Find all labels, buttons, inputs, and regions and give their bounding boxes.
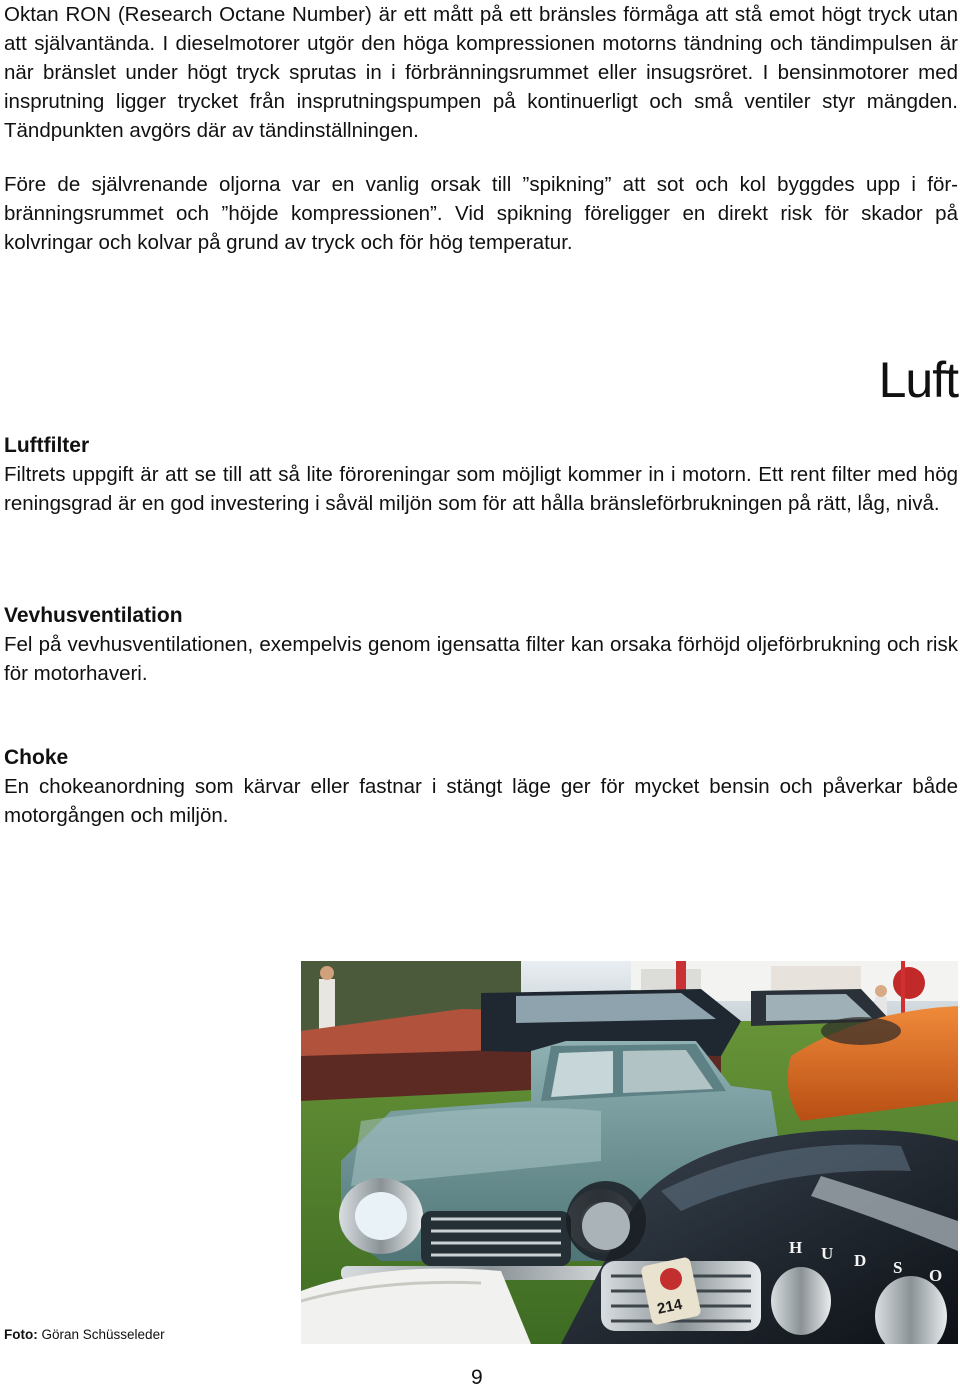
classic-car-show-photo bbox=[301, 961, 958, 1344]
heading-choke: Choke bbox=[4, 746, 69, 769]
heading-vevhusventilation: Vevhusventilation bbox=[4, 604, 183, 627]
hood-letter: D bbox=[854, 1251, 867, 1270]
section-title: Luft bbox=[878, 352, 958, 408]
hood-letter: O bbox=[929, 1266, 943, 1285]
rally-plate-number: 214 bbox=[655, 1295, 684, 1318]
photo-caption bbox=[4, 1327, 165, 1342]
photographer-name: Göran Schüsseleder bbox=[41, 1327, 165, 1342]
intro-paragraph-knocking: Före de självrenande oljorna var en vanlig orsak till ”spikning” att sot och kol byggdes upp i förbränningsrummet och ”höjde kompressionen”. Vid spikning föreligger en direkt risk för skador på kolvringar och kolvar på grund av tryck och för hög temperatur. bbox=[4, 173, 958, 254]
intro-paragraph-octane: Oktan RON (Research Octane Number) är ett mått på ett bränsles förmåga att stå emot högt tryck utan att självantända. I dieselmotorer utgör den höga kompressionen motorns tändning och tändimpulsen är när bränslet under högt tryck sprutas in i förbränningsrummet eller insugsröret. I bensinmotorer med insprutning ligger trycket från insprutningspumpen på kontinuerligt och små ventiler styr mängden. Tändpunkten avgörs där av tändinställningen. bbox=[4, 3, 958, 142]
body-vevhusventilation: Fel på vevhusventilationen, exempelvis genom igensatta filter kan orsaka förhöjd oljeförbrukning och risk för motorhaveri. bbox=[4, 633, 958, 685]
hood-letter: H bbox=[789, 1238, 803, 1257]
body-choke: En chokeanordning som kärvar eller fastnar i stängt läge ger för mycket bensin och påverkar både motorgången och miljön. bbox=[4, 775, 958, 827]
body-luftfilter: Filtrets uppgift är att se till att så lite föroreningar som möjligt kommer in i motorn. Ett rent filter med hög reningsgrad är en god investering i såväl miljön som för att hålla bränsleförbrukningen på rätt, låg, nivå. bbox=[4, 463, 958, 515]
hood-letter: S bbox=[893, 1258, 903, 1277]
heading-luftfilter: Luftfilter bbox=[4, 434, 90, 457]
caption-label: Foto: bbox=[4, 1327, 38, 1342]
hood-letter: U bbox=[821, 1244, 834, 1263]
page-number: 9 bbox=[471, 1366, 483, 1389]
